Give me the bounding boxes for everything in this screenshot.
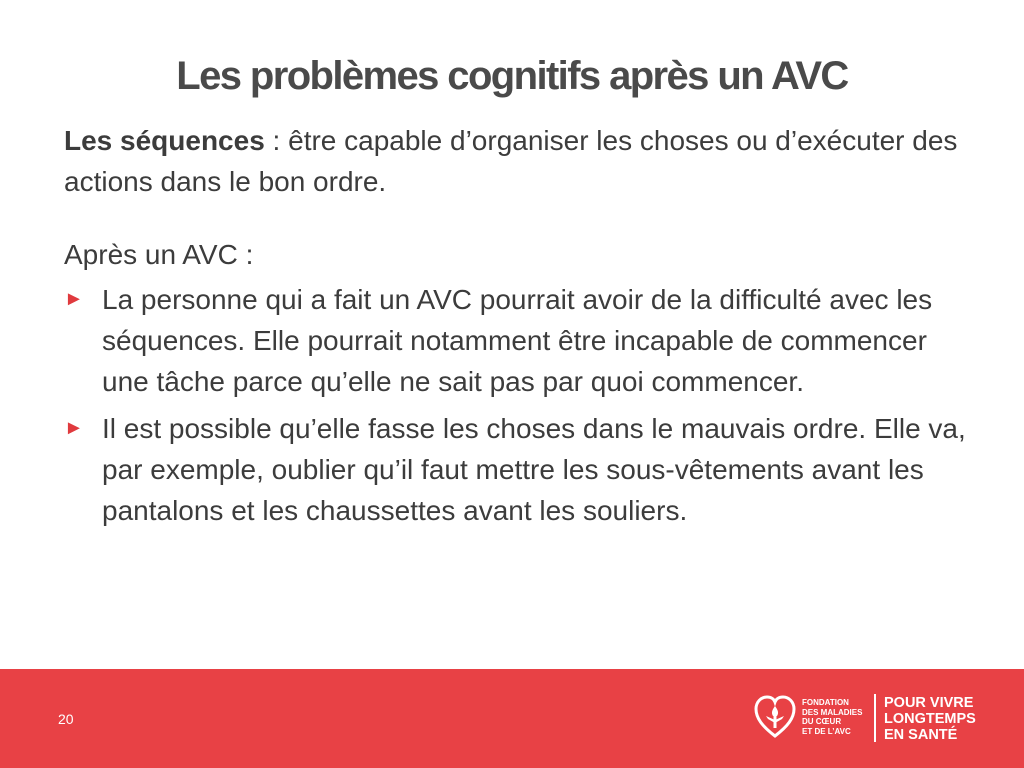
- definition-text: : être capable d’organiser les choses ou d’exécuter des actions dans le bon ordre.: [64, 125, 958, 197]
- tagline-line: POUR VIVRE: [884, 695, 974, 711]
- arrow-bullet-icon: ►: [64, 288, 84, 310]
- bullet-item: [64, 279, 974, 402]
- page-number: 20: [58, 711, 74, 727]
- slide-content: [64, 120, 974, 531]
- slide-title: Les problèmes cognitifs après un AVC: [176, 54, 848, 98]
- bullet-text: Il est possible qu’elle fasse les choses dans le mauvais ordre. Elle va, par exemple, oublier qu’il faut mettre les sous-vêtements avant les pantalons et les chaussettes avant les souliers.: [102, 413, 966, 526]
- tagline: [884, 695, 976, 743]
- bullet-item: [64, 408, 974, 531]
- foundation-name-line: FONDATION: [802, 698, 849, 707]
- bullet-list: [64, 279, 974, 531]
- bullet-text: La personne qui a fait un AVC pourrait avoir de la difficulté avec les séquences. Elle pourrait notamment être incapable de commencer une tâche parce qu’elle ne sait pas par quoi commencer.: [102, 284, 933, 397]
- foundation-logo: [754, 692, 1004, 746]
- after-stroke-label: Après un AVC :: [64, 239, 254, 270]
- tagline-line: LONGTEMPS: [884, 711, 976, 727]
- definition-term: Les séquences: [64, 125, 265, 156]
- foundation-name-line: DU CŒUR: [802, 717, 842, 726]
- heart-torch-icon: [754, 694, 796, 740]
- definition-paragraph: [64, 120, 974, 202]
- foundation-name: [802, 698, 862, 736]
- logo-divider: [874, 694, 876, 742]
- tagline-line: EN SANTÉ: [884, 727, 958, 743]
- arrow-bullet-icon: ►: [64, 417, 84, 439]
- foundation-name-line: ET DE L’AVC: [802, 726, 851, 736]
- foundation-name-line: DES MALADIES: [802, 707, 863, 717]
